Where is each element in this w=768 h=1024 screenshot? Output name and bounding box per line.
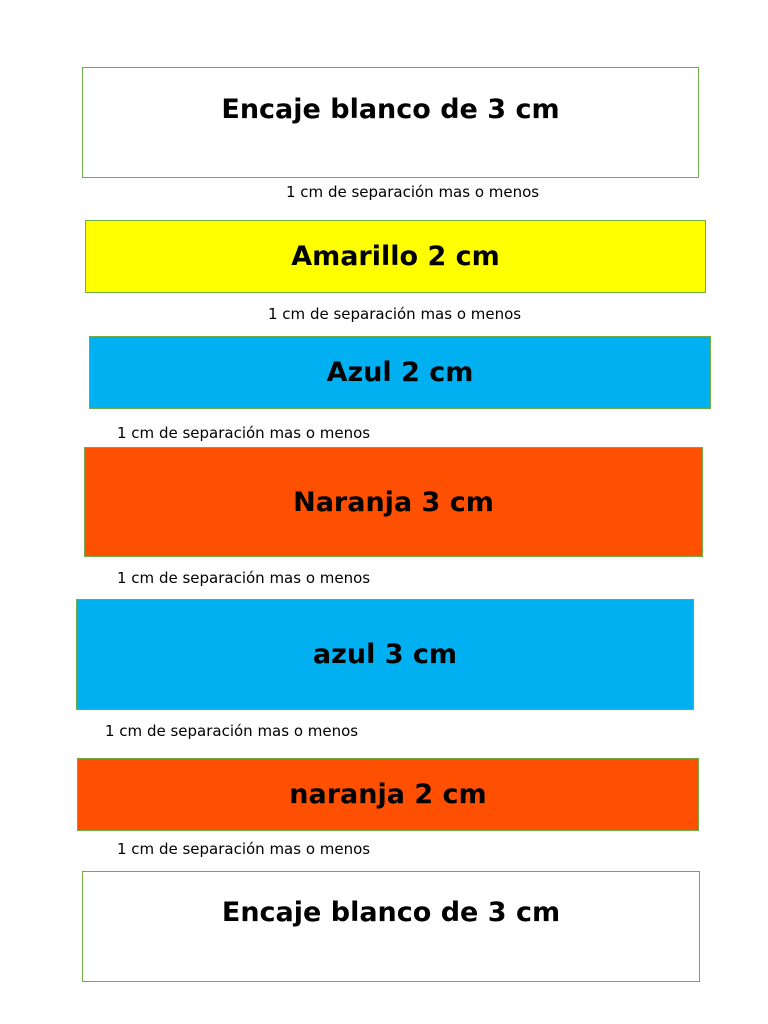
- band-azul-3: [76, 599, 694, 710]
- separation-note: 1 cm de separación mas o menos: [117, 424, 371, 442]
- band-label: naranja 2 cm: [289, 779, 487, 810]
- band-label: Encaje blanco de 3 cm: [221, 94, 560, 125]
- separation-note: 1 cm de separación mas o menos: [117, 569, 371, 587]
- band-encaje-blanco-bottom: [82, 871, 700, 982]
- band-encaje-blanco-top: [82, 67, 699, 178]
- band-label: Azul 2 cm: [326, 357, 474, 388]
- band-label: azul 3 cm: [312, 639, 458, 670]
- separation-note: 1 cm de separación mas o menos: [268, 305, 522, 323]
- band-azul-2: [89, 336, 711, 409]
- separation-note: 1 cm de separación mas o menos: [286, 183, 540, 201]
- band-label: Encaje blanco de 3 cm: [221, 897, 561, 928]
- band-label: Naranja 3 cm: [293, 486, 494, 518]
- separation-note: 1 cm de separación mas o menos: [105, 722, 359, 740]
- band-naranja-2: [77, 758, 699, 831]
- separation-note: 1 cm de separación mas o menos: [117, 840, 371, 858]
- band-label: Amarillo 2 cm: [291, 241, 500, 272]
- band-amarillo: [85, 220, 706, 293]
- band-naranja-3: [84, 447, 703, 557]
